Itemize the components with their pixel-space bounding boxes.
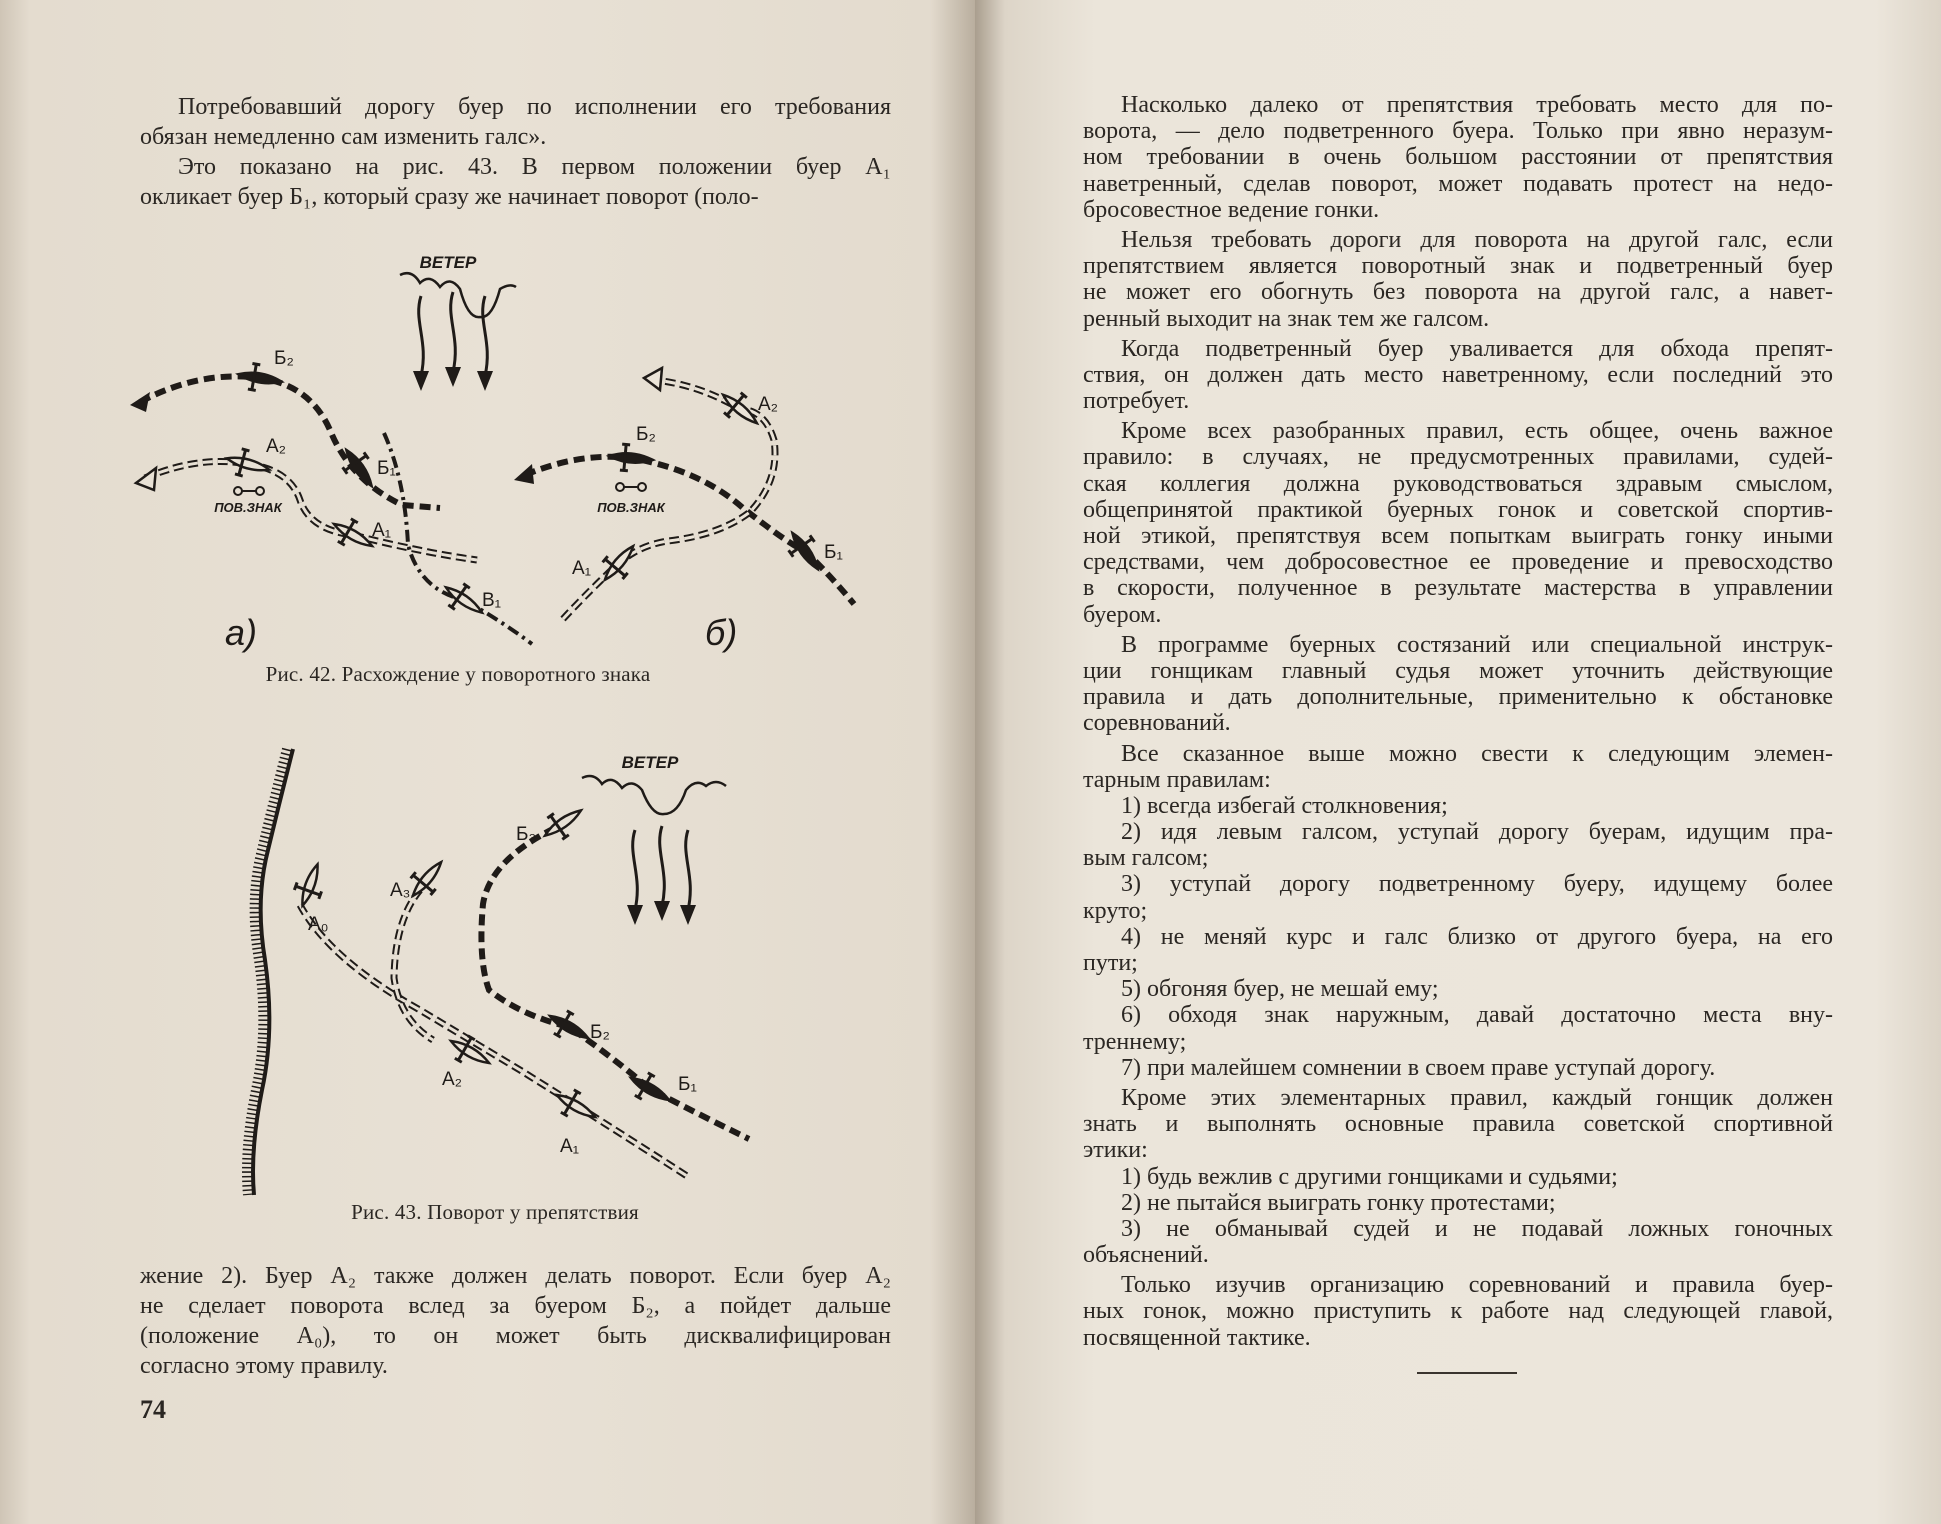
text-line: 6) обходя знак наружным, давай достаточно места вну- — [1121, 1002, 1833, 1029]
text-line: средствами, чем добросовестное ее проведение и превосходство — [1083, 549, 1833, 576]
text-line: окликает буер Б₁, который сразу же начинает поворот (поло- — [140, 184, 759, 210]
wind-arrows-icon — [627, 826, 696, 925]
boat-label: Б₁ — [824, 542, 843, 563]
text-line: 1) будь вежлив с другими гонщиками и судьями; — [1121, 1163, 1618, 1190]
text-line: бросовестное ведение гонки. — [1083, 196, 1380, 223]
text-line: Насколько далеко от препятствия требовать место для по- — [1121, 92, 1833, 118]
text-line: (положение А₀), то он может быть дисквалифицирован — [140, 1323, 891, 1349]
mark-label: ПОВ.ЗНАК — [214, 500, 282, 515]
boat-label: А₂ — [758, 394, 779, 415]
turning-mark-icon — [616, 483, 646, 491]
figure-43-caption: Рис. 43. Поворот у препятствия — [351, 1200, 639, 1224]
text-line: не может его обогнуть без поворота на другой галс, а навет- — [1083, 279, 1833, 306]
text-line: наветренный, сделав поворот, может подавать протест на недо- — [1083, 170, 1833, 197]
text-line: правило: в случаях, не предусмотренных правилами, судей- — [1083, 444, 1833, 471]
text-line: В программе буерных состязаний или специальной инструк- — [1121, 631, 1833, 658]
text-line: этики: — [1083, 1137, 1148, 1164]
text-line: 5) обгоняя буер, не мешай ему; — [1121, 976, 1439, 1003]
boat-label: Б₂ — [636, 424, 656, 445]
text-line: обязан немедленно сам изменить галс». — [140, 124, 547, 150]
boat-label: А₂ — [442, 1069, 463, 1090]
text-line: общепринятой практикой буерных гонок и советской спортив- — [1083, 496, 1833, 523]
text-line: 3) уступай дорогу подветренному буеру, идущему более — [1121, 871, 1833, 898]
text-line: Кроме этих элементарных правил, каждый гонщик должен — [1121, 1084, 1833, 1111]
text-line: объяснений. — [1083, 1242, 1209, 1269]
text-line: Кроме всех разобранных правил, есть общее, очень важное — [1121, 418, 1833, 445]
text-line: препятствием является поворотный знак и подветренный буер — [1083, 253, 1833, 280]
boat-label: А₀ — [308, 914, 329, 935]
text-line: Нельзя требовать дороги для поворота на другой галс, если — [1121, 226, 1833, 253]
text-line: потребует. — [1083, 388, 1190, 415]
text-line: 4) не меняй курс и галс близко от другого буера, на его — [1121, 923, 1833, 950]
text-line: 7) при малейшем сомнении в своем праве уступай дорогу. — [1121, 1054, 1716, 1081]
text-line: не сделает поворота вслед за буером Б₂, а пойдет дальше — [140, 1293, 891, 1319]
text-line: тарным правилам: — [1083, 766, 1271, 793]
figure-42-caption: Рис. 42. Расхождение у поворотного знака — [265, 662, 651, 686]
boat-label: А₁ — [372, 520, 392, 541]
text-line: Когда подветренный буер уваливается для обхода препят- — [1121, 335, 1833, 362]
text-line: круто; — [1083, 897, 1148, 924]
boat-label: А₂ — [266, 436, 287, 457]
boat-label: Б₁ — [678, 1074, 697, 1095]
track-a-a — [145, 461, 477, 560]
track-b — [481, 828, 749, 1139]
boat-label: А₁ — [560, 1136, 580, 1157]
text-line: вым галсом; — [1083, 845, 1209, 872]
mark-label: ПОВ.ЗНАК — [597, 500, 665, 515]
text-line: ных гонок, можно приступить к работе над следующей главой, — [1083, 1298, 1833, 1325]
cloud-icon — [582, 776, 726, 814]
text-line: Только изучив организацию соревнований и правила буер- — [1121, 1272, 1833, 1299]
text-line: 2) не пытайся выиграть гонку протестами; — [1121, 1189, 1556, 1216]
panel-label-a: а) — [225, 612, 258, 653]
figure-43 — [247, 749, 749, 1195]
boat-label: Б₂ — [590, 1022, 610, 1043]
boat-label: А₁ — [572, 558, 592, 579]
text-line: Потребовавший дорогу буер по исполнении его требования — [178, 94, 891, 120]
boat-label: Б₁ — [377, 458, 396, 479]
page-number: 74 — [140, 1395, 166, 1424]
text-line: в скорости, полученное в результате мастерства в управлении — [1083, 575, 1833, 602]
track-b-b — [525, 457, 854, 604]
text-line: правила и дать дополнительные, применительно к обстановке — [1083, 684, 1833, 711]
turning-mark-icon — [234, 487, 264, 495]
boat-label: В₁ — [482, 590, 502, 611]
text-line: Все сказанное выше можно свести к следующим элемен- — [1121, 740, 1833, 767]
text-line: ной этикой, препятствуя всем попыткам выиграть гонку иными — [1083, 523, 1833, 549]
figure-42 — [130, 253, 854, 653]
text-line: согласно этому правилу. — [140, 1353, 388, 1379]
text-line: 3) не обманывай судей и не подавай ложных гоночных — [1121, 1215, 1833, 1242]
text-line: буером. — [1083, 601, 1162, 628]
panel-label-b: б) — [705, 612, 738, 653]
text-line: треннему; — [1083, 1028, 1187, 1055]
text-line: ская коллегия должна руководствоваться здравым смыслом, — [1083, 470, 1833, 497]
wind-label: ВЕТЕР — [621, 753, 679, 772]
text-line: ренный выходит на знак тем же галсом. — [1083, 305, 1490, 332]
text-line: Это показано на рис. 43. В первом положении буер А₁ — [178, 154, 891, 180]
text-line: посвященной тактике. — [1083, 1324, 1311, 1351]
boat-label: Б₂ — [274, 348, 294, 369]
boat-label: Б₃ — [516, 824, 537, 845]
text-line: знать и выполнять основные правила советской спортивной — [1083, 1111, 1833, 1138]
text-line: жение 2). Буер А₂ также должен делать поворот. Если буер А₂ — [140, 1263, 891, 1289]
wind-label: ВЕТЕР — [419, 253, 477, 272]
text-line: ствия, он должен дать место наветренному, если последний это — [1083, 361, 1833, 388]
text-line: 2) идя левым галсом, уступай дорогу буерам, идущим пра- — [1121, 819, 1833, 846]
text-line: ном требовании в очень большом расстоянии от препятствия — [1083, 144, 1833, 171]
wind-arrows-icon — [413, 292, 493, 391]
text-line: соревнований. — [1083, 710, 1231, 737]
text-line: ции гонщикам главный судья может уточнить действующие — [1083, 657, 1833, 684]
track-v-a — [384, 433, 532, 644]
text-line: 1) всегда избегай столкновения; — [1121, 792, 1448, 819]
track-a — [300, 905, 687, 1176]
text-line: пути; — [1083, 950, 1138, 976]
boat-label: А₃ — [390, 880, 411, 901]
text-line: ворота, — дело подветренного буера. Только при явно неразум- — [1083, 118, 1833, 145]
